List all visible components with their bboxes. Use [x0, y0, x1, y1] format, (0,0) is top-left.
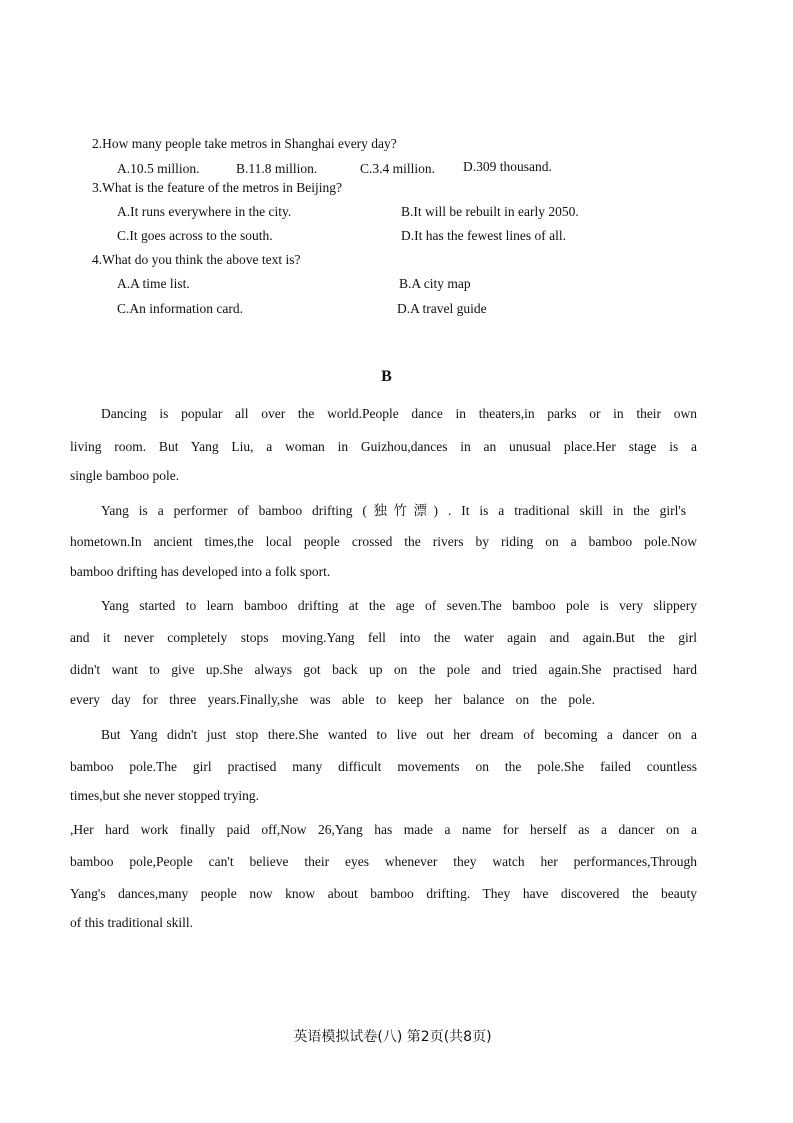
passage-line: every day for three years.Finally,she was able to keep her balance on the pole. [70, 692, 595, 707]
passage-line: Yang is a performer of bamboo drifting (独竹漂) . It is a traditional skill in the girl's [101, 503, 686, 518]
passage-line: didn't want to give up.She always got back up on the pole and tried again.She practised hard [70, 662, 697, 677]
passage-line: ,Her hard work finally paid off,Now 26,Yang has made a name for herself as a dancer on a [70, 822, 697, 837]
passage-line: single bamboo pole. [70, 468, 180, 483]
question-3-option-d: D.It has the fewest lines of all. [401, 228, 566, 243]
passage-line: hometown.In ancient times,the local people crossed the rivers by riding on a bamboo pole.Now [70, 534, 697, 549]
question-2-option-a: A.10.5 million. [117, 161, 200, 176]
passage-line: times,but she never stopped trying. [70, 788, 259, 803]
passage-line: living room. But Yang Liu, a woman in Guizhou,dances in an unusual place.Her stage is a [70, 439, 697, 454]
question-4-option-d: D.A travel guide [397, 301, 487, 316]
question-4-option-c: C.An information card. [117, 301, 243, 316]
passage-line: bamboo drifting has developed into a folk sport. [70, 564, 331, 579]
question-3-option-c: C.It goes across to the south. [117, 228, 273, 243]
question-3-stem: 3.What is the feature of the metros in Beijing? [92, 180, 343, 195]
question-2-option-c: C.3.4 million. [360, 161, 436, 176]
passage-line: and it never completely stops moving.Yang fell into the water again and again.But the girl [70, 630, 697, 645]
page-footer: 英语模拟试卷(八) 第2页(共8页) [293, 1029, 492, 1045]
section-title: B [381, 368, 392, 385]
passage-line: Yang's dances,many people now know about bamboo drifting. They have discovered the beauty [70, 886, 697, 901]
question-4-stem: 4.What do you think the above text is? [92, 252, 301, 267]
passage-line: bamboo pole,People can't believe their eyes whenever they watch her performances,Through [70, 854, 697, 869]
passage-line: Yang started to learn bamboo drifting at the age of seven.The bamboo pole is very slippery [101, 598, 697, 613]
question-4-option-b: B.A city map [399, 276, 471, 291]
passage-line: But Yang didn't just stop there.She wanted to live out her dream of becoming a dancer on a [101, 727, 697, 742]
question-3-option-b: B.It will be rebuilt in early 2050. [401, 204, 579, 219]
question-4-option-a: A.A time list. [117, 276, 190, 291]
question-3-option-a: A.It runs everywhere in the city. [117, 204, 292, 219]
passage-line: of this traditional skill. [70, 915, 193, 930]
passage-line: Dancing is popular all over the world.People dance in theaters,in parks or in their own [101, 406, 697, 421]
question-2-option-b: B.11.8 million. [236, 161, 318, 176]
passage-line: bamboo pole.The girl practised many difficult movements on the pole.She failed countless [70, 759, 697, 774]
question-2-option-d: D.309 thousand. [463, 159, 552, 174]
question-2-stem: 2.How many people take metros in Shanghai every day? [92, 136, 397, 151]
